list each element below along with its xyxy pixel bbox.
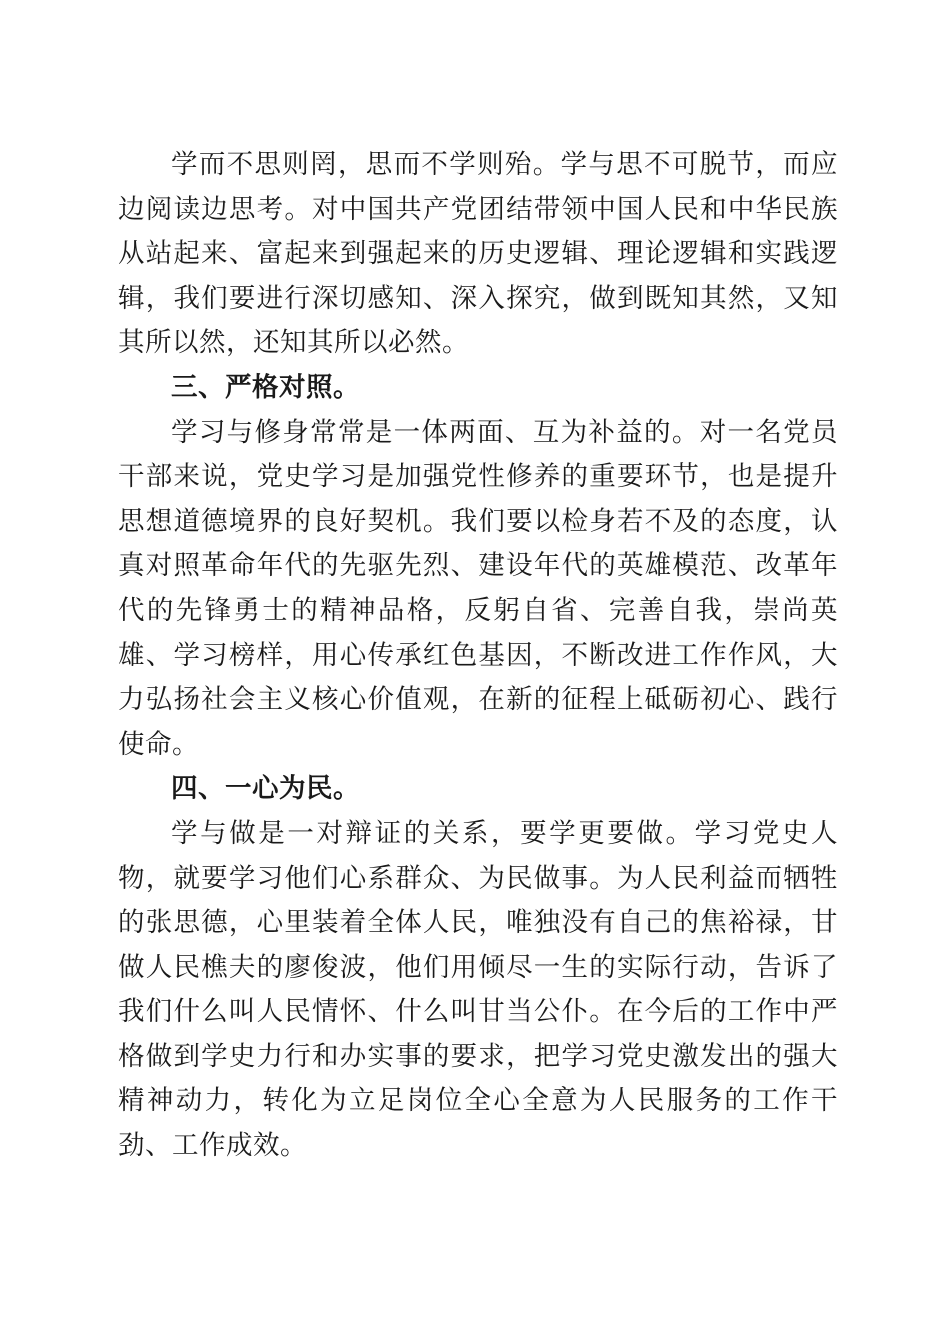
paragraph-learn-and-do: 学与做是一对辩证的关系，要学更要做。学习党史人物，就要学习他们心系群众、为民做事。为人民利益而牺牲的张思德，心里装着全体人民，唯独没有自己的焦裕禄，甘做人民樵夫的廖俊波，他们用倾尽一生的实际行动，告诉了我们什么叫人民情怀、什么叫甘当公仆。在今后的工作中严格做到学史力行和办实事的要求，把学习党史激发出的强大精神动力，转化为立足岗位全心全意为人民服务的工作干劲、工作成效。 <box>118 817 838 1162</box>
section-heading-serve-people: 四、一心为民。 <box>171 773 360 805</box>
paragraph-study-and-think: 学而不思则罔，思而不学则殆。学与思不可脱节，而应边阅读边思考。对中国共产党团结带领中国人民和中华民族从站起来、富起来到强起来的历史逻辑、理论逻辑和实践逻辑，我们要进行深切感知、深入探究，做到既知其然，又知其所以然，还知其所以必然。 <box>118 149 838 359</box>
section-heading-strict-comparison: 三、严格对照。 <box>171 371 360 403</box>
paragraph-self-cultivation: 学习与修身常常是一体两面、互为补益的。对一名党员干部来说，党史学习是加强党性修养的重要环节，也是提升思想道德境界的良好契机。我们要以检身若不及的态度，认真对照革命年代的先驱先烈、建设年代的英雄模范、改革年代的先锋勇士的精神品格，反躬自省、完善自我，崇尚英雄、学习榜样，用心传承红色基因，不断改进工作作风，大力弘扬社会主义核心价值观，在新的征程上砥砺初心、践行使命。 <box>118 416 838 760</box>
